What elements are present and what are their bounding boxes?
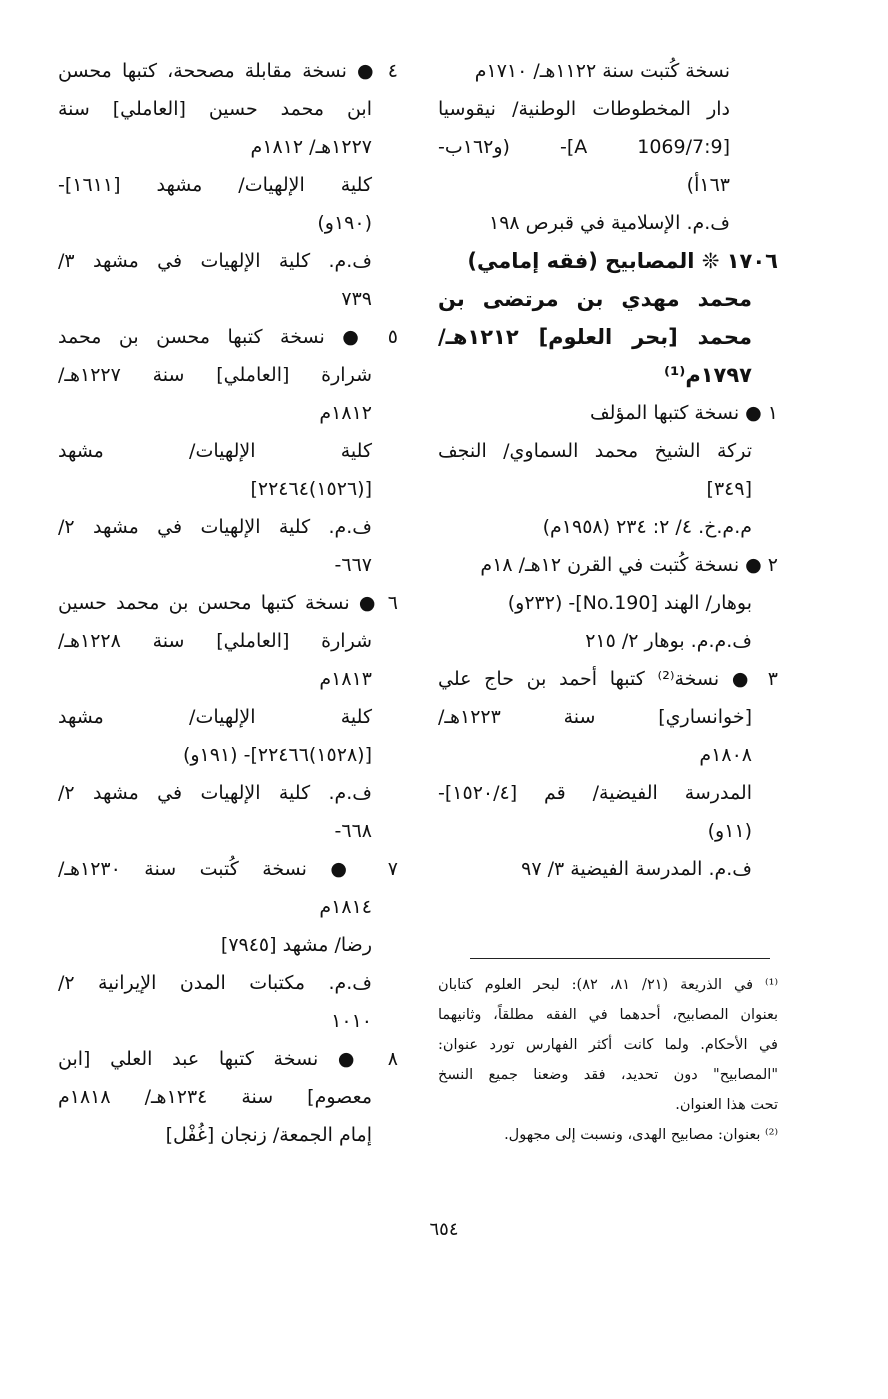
text-line: ابن محمد حسين [العاملي] سنة bbox=[58, 98, 372, 120]
text-line: ف.م. كلية الإلهيات في مشهد ٢/ bbox=[58, 516, 372, 538]
text-line: ١٨١٤م bbox=[319, 896, 372, 918]
text-line: المدرسة الفيضية/ قم [١٥٢٠/٤]- bbox=[438, 782, 752, 804]
text-line: ١٨١٢م bbox=[319, 402, 372, 424]
text-line: ٣ ● نسخة⁽²⁾ كتبها أحمد بن حاج علي bbox=[438, 668, 779, 690]
text-line: شرارة [العاملي] سنة ١٢٢٨هـ/ bbox=[58, 630, 372, 652]
text-line: كلية الإلهيات/ مشهد bbox=[58, 706, 372, 728]
text-line: ف.م. مكتبات المدن الإيرانية ٢/ bbox=[58, 972, 372, 994]
text-line: ف.م. الإسلامية في قبرص ١٩٨ bbox=[489, 212, 730, 234]
text-line: م.م.خ. ٤/ ٢: ٢٣٤ (١٩٥٨م) bbox=[542, 516, 752, 538]
text-line: ٦٦٨- bbox=[334, 820, 372, 842]
text-line: [A 1069/7:9]- (و١٦٢ب- bbox=[438, 136, 730, 158]
text-line: كلية الإلهيات/ مشهد [١٦١١]- bbox=[58, 174, 372, 196]
footnote-line: بعنوان المصابيح، أحدهما في الفقه مطلقاً، وثانيهما bbox=[438, 1007, 778, 1023]
text-line: ٦ ● نسخة كتبها محسن بن محمد حسين bbox=[58, 592, 398, 614]
text-line: ٢ ● نسخة كُتبت في القرن ١٢هـ/ ١٨م bbox=[480, 554, 778, 576]
text-line: ١٢٢٧هـ/ ١٨١٢م bbox=[250, 136, 372, 158]
text-line: [خوانساري] سنة ١٢٢٣هـ/ bbox=[438, 706, 752, 728]
text-line: ١٨٠٨م bbox=[699, 744, 752, 766]
text-line: ٨ ● نسخة كتبها عبد العلي [ابن bbox=[58, 1048, 398, 1070]
text-line: بوهار/ الهند [No.190]- (٢٣٢و) bbox=[507, 592, 752, 614]
footnotes bbox=[438, 975, 778, 1155]
text-line: محمد مهدي بن مرتضى بن bbox=[438, 287, 752, 311]
footnote-divider bbox=[470, 958, 770, 959]
text-line: ١ ● نسخة كتبها المؤلف bbox=[589, 402, 778, 424]
text-line: ٤ ● نسخة مقابلة مصححة، كتبها محسن bbox=[58, 60, 398, 82]
text-line: ٧ ● نسخة كُتبت سنة ١٢٣٠هـ/ bbox=[58, 858, 398, 880]
text-line: كلية الإلهيات/ مشهد bbox=[58, 440, 372, 462]
footnote-line: "المصابيح" دون تحديد، فقد وضعنا جميع النسخ bbox=[438, 1067, 778, 1083]
text-line: نسخة كُتبت سنة ١١٢٢هـ/ ١٧١٠م bbox=[474, 60, 730, 82]
text-line: ف.م. المدرسة الفيضية ٣/ ٩٧ bbox=[521, 858, 752, 880]
text-line: ١٧٩٧م⁽¹⁾ bbox=[664, 363, 752, 387]
text-line: [(١٥٢٨)٢٢٤٦٦]- (١٩١و) bbox=[182, 744, 372, 766]
footnote-line: تحت هذا العنوان. bbox=[675, 1097, 778, 1113]
text-line: تركة الشيخ محمد السماوي/ النجف bbox=[438, 440, 752, 462]
left-column bbox=[58, 58, 398, 1160]
text-line: محمد [بحر العلوم] ١٢١٢هـ/ bbox=[438, 325, 752, 349]
text-line: إمام الجمعة/ زنجان [غُفْل] bbox=[165, 1124, 372, 1146]
footnote-line: في الأحكام. ولما كانت أكثر الفهارس تورد عنوان: bbox=[438, 1037, 778, 1053]
page-number: ٦٥٤ bbox=[429, 1219, 459, 1240]
text-line: ٥ ● نسخة كتبها محسن بن محمد bbox=[58, 326, 398, 348]
text-line: شرارة [العاملي] سنة ١٢٢٧هـ/ bbox=[58, 364, 372, 386]
text-line: ١٨١٣م bbox=[319, 668, 372, 690]
text-line: ٧٣٩ bbox=[341, 288, 372, 310]
text-line: ١٧٠٦ ❊ المصابيح (فقه إمامي) bbox=[467, 249, 778, 273]
text-line: [(١٥٢٦)٢٢٤٦٤] bbox=[250, 478, 372, 500]
text-line: دار المخطوطات الوطنية/ نيقوسيا bbox=[438, 98, 730, 120]
footnote-line: ⁽¹⁾ في الذريعة (٢١/ ٨١، ٨٢): لبحر العلوم كتابان bbox=[438, 977, 778, 993]
text-line: [٣٤٩] bbox=[706, 478, 752, 500]
text-line: ف.م. كلية الإلهيات في مشهد ٣/ bbox=[58, 250, 372, 272]
text-line: ٦٦٧- bbox=[334, 554, 372, 576]
right-column bbox=[438, 58, 778, 894]
text-line: ف.م. كلية الإلهيات في مشهد ٢/ bbox=[58, 782, 372, 804]
text-line: ف.م.م. بوهار ٢/ ٢١٥ bbox=[585, 630, 752, 652]
text-line: رضا/ مشهد [٧٩٤٥] bbox=[220, 934, 372, 956]
footnote-line: ⁽²⁾ بعنوان: مصابيح الهدى، ونسبت إلى مجهول. bbox=[504, 1127, 778, 1143]
text-line: معصوم] سنة ١٢٣٤هـ/ ١٨١٨م bbox=[58, 1086, 372, 1108]
text-line: (١٩٠و) bbox=[317, 212, 372, 234]
text-line: ١٦٣أ) bbox=[686, 174, 730, 196]
text-line: ١٠١٠ bbox=[331, 1010, 372, 1032]
text-line: (١١و) bbox=[707, 820, 752, 842]
